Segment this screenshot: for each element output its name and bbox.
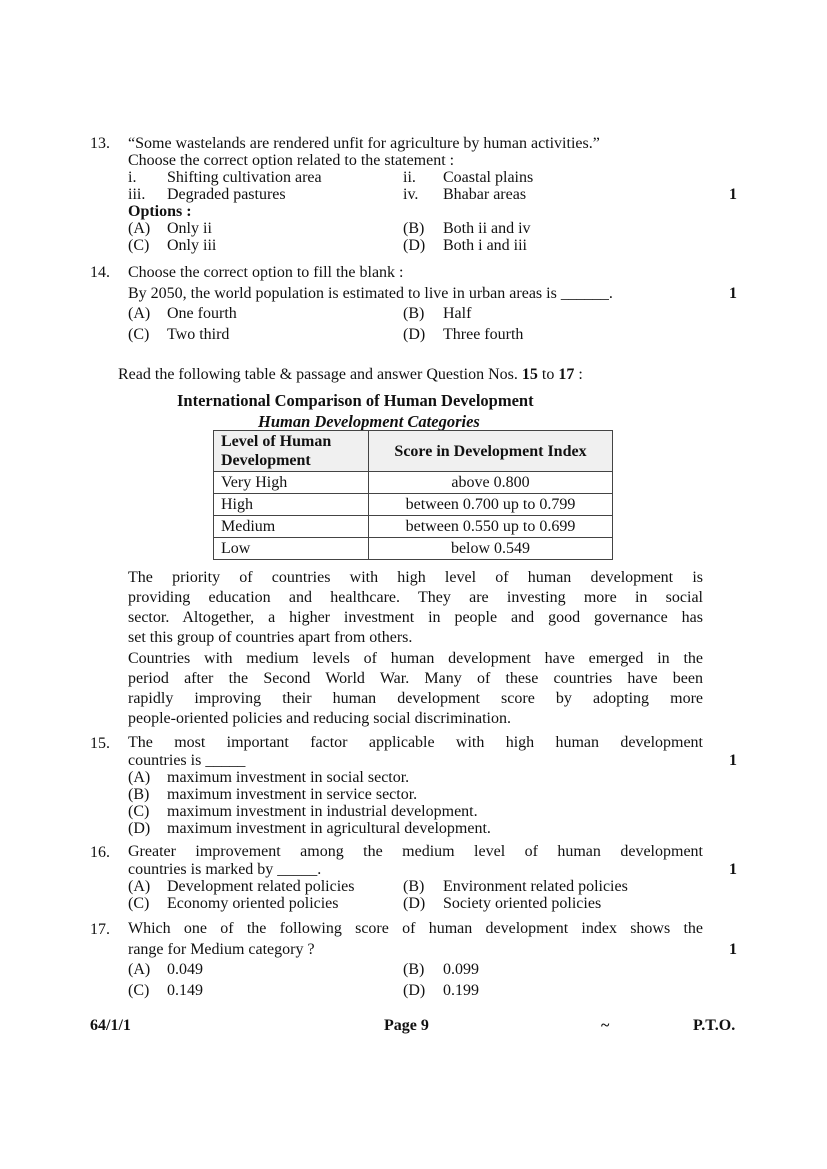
paper-code: 64/1/1 [90,1017,131,1034]
question-stem: range for Medium category ? [128,941,315,958]
item-label: i. [128,169,137,186]
option-label: (A) [128,878,151,895]
marks: 1 [729,861,737,878]
instruction-text: to [537,366,559,383]
option-label: (B) [128,786,150,803]
option-label: (B) [403,878,425,895]
option-text: 0.199 [443,982,479,999]
question-ref: 17 [558,366,575,383]
passage-line: The priority of countries with high level of human development is [128,569,703,586]
table-header-row [214,431,613,472]
question-number: 16. [90,844,110,861]
marks: 1 [729,186,737,203]
option-label: (B) [403,961,425,978]
option-text: Both ii and iv [443,220,531,237]
question-number: 14. [90,264,110,281]
option-text: 0.049 [167,961,203,978]
passage-line: set this group of countries apart from others. [128,629,413,646]
item-text: Coastal plains [443,169,534,186]
question-stem: By 2050, the world population is estimated to live in urban areas is ______. [128,285,613,302]
option-label: (C) [128,326,150,343]
question-stem: countries is marked by _____. [128,861,322,878]
tilde-mark: ~ [601,1017,610,1034]
passage-line: people-oriented policies and reducing social discrimination. [128,710,511,727]
page-number: Page 9 [384,1017,429,1034]
question-stem: “Some wastelands are rendered unfit for agriculture by human activities.” [128,135,600,152]
option-label: (D) [128,820,151,837]
option-label: (B) [403,220,425,237]
item-label: iv. [403,186,419,203]
passage-line: rapidly improving their human development score by adopting more [128,690,703,707]
option-label: (A) [128,305,151,322]
option-label: (A) [128,220,151,237]
item-label: ii. [403,169,416,186]
item-text: Bhabar areas [443,186,527,203]
cell: between 0.700 up to 0.799 [369,494,613,516]
column-header: Score in Development Index [369,431,613,472]
cell: below 0.549 [369,538,613,560]
instruction-text: : [574,366,583,383]
question-stem: Choose the correct option to fill the blank : [128,264,404,281]
option-label: (D) [403,895,426,912]
question-ref: 15 [521,366,538,383]
option-text: 0.099 [443,961,479,978]
cell: High [214,494,369,516]
option-text: maximum investment in agricultural development. [167,820,491,837]
passage-line: sector. Altogether, a higher investment in people and good governance has [128,609,703,626]
option-label: (C) [128,895,150,912]
option-label: (A) [128,961,151,978]
question-stem: Greater improvement among the medium level of human development [128,843,703,860]
options-label: Options : [128,203,192,220]
option-text: Environment related policies [443,878,628,895]
question-stem: The most important factor applicable with high human development [128,734,703,751]
pto-label: P.T.O. [693,1017,736,1034]
option-text: maximum investment in social sector. [167,769,410,786]
option-label: (D) [403,237,426,254]
option-text: Two third [167,326,230,343]
item-label: iii. [128,186,146,203]
option-text: Three fourth [443,326,524,343]
cell: Medium [214,516,369,538]
cell: Low [214,538,369,560]
passage-line: Countries with medium levels of human development have emerged in the [128,650,703,667]
option-text: Only ii [167,220,212,237]
option-text: One fourth [167,305,237,322]
option-label: (D) [403,982,426,999]
item-text: Degraded pastures [167,186,286,203]
marks: 1 [729,941,737,958]
table-title: International Comparison of Human Development [177,391,534,410]
option-text: Development related policies [167,878,355,895]
table-row [214,516,613,538]
option-label: (D) [403,326,426,343]
question-number: 13. [90,135,110,152]
option-label: (C) [128,237,150,254]
question-stem: Which one of the following score of human development index shows the [128,920,703,937]
question-number: 17. [90,921,110,938]
table-subtitle: Human Development Categories [258,412,480,431]
hdi-table [213,430,613,560]
option-text: Society oriented policies [443,895,602,912]
option-text: 0.149 [167,982,203,999]
cell: between 0.550 up to 0.699 [369,516,613,538]
passage-line: providing education and healthcare. They are investing more in social [128,589,703,606]
option-text: Economy oriented policies [167,895,339,912]
question-number: 15. [90,735,110,752]
option-label: (A) [128,769,151,786]
option-text: maximum investment in industrial development. [167,803,478,820]
cell: Very High [214,472,369,494]
option-text: Only iii [167,237,217,254]
question-stem: Choose the correct option related to the statement : [128,152,455,169]
marks: 1 [729,285,737,302]
option-label: (B) [403,305,425,322]
option-label: (C) [128,803,150,820]
marks: 1 [729,752,737,769]
item-text: Shifting cultivation area [167,169,322,186]
option-text: Half [443,305,472,322]
table-row [214,538,613,560]
option-text: maximum investment in service sector. [167,786,418,803]
cell: above 0.800 [369,472,613,494]
option-label: (C) [128,982,150,999]
column-header: Level of Human Development [214,431,369,472]
table-row [214,494,613,516]
option-text: Both i and iii [443,237,527,254]
instruction [118,366,583,383]
passage-line: period after the Second World War. Many of these countries have been [128,670,703,687]
question-stem: countries is _____ [128,752,246,769]
instruction-text: Read the following table & passage and answer Question Nos. [118,366,522,383]
table-row [214,472,613,494]
